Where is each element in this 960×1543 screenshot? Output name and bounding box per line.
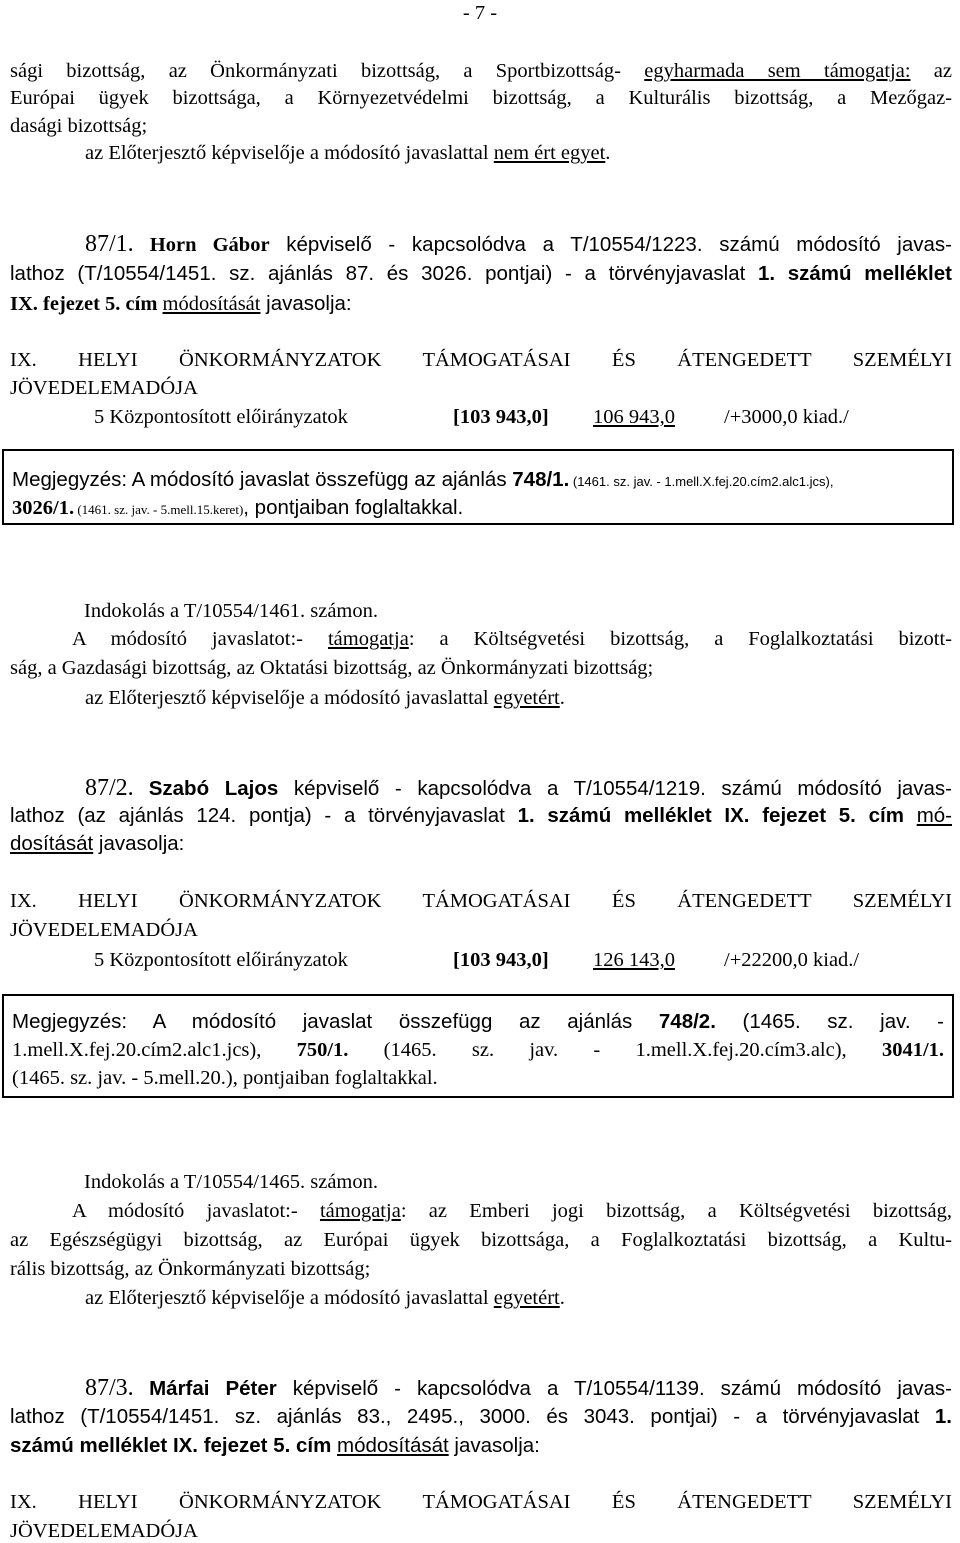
annex-ref: 1. számú melléklet	[757, 262, 952, 285]
budget-row-label: 5 Központosított előirányzatok	[94, 949, 348, 971]
vote-status: egyharmada sem támogatja:	[644, 60, 911, 82]
budget-row-diff: /+3000,0 kiad./	[724, 406, 849, 428]
modification-word: módosítását	[162, 293, 261, 315]
amendment-text: lathoz (T/10554/1451. sz. ajánlás 83., 2495., 3000. és 3043. pontjai) - a törvényjavaslat	[10, 1405, 935, 1428]
support-status: támogatja	[327, 628, 409, 650]
intro-line-2: Európai ügyek bizottsága, a Környezetvédelmi bizottság, a Kulturális bizottság, a Mezőgaz-	[10, 87, 952, 109]
reasoning: Indokolás a T/10554/1461. számon.	[84, 600, 378, 622]
chapter-heading: IX. HELYI ÖNKORMÁNYZATOK TÁMOGATÁSAI ÉS ÁTENGEDETT SZEMÉLYI	[10, 890, 952, 912]
page-number: - 7 -	[462, 2, 498, 24]
note-detail: 1.mell.X.fej.20.cím2.alc1.jcs),	[12, 1039, 297, 1061]
amendment-text: lathoz (az ajánlás 124. pontja) - a törvényjavaslat	[10, 804, 518, 827]
note-ref: 748/1.	[512, 468, 570, 491]
representative-name: Szabó Lajos	[148, 777, 279, 800]
budget-row-diff: /+22200,0 kiad./	[724, 949, 860, 971]
amendment-text: képviselő - kapcsolódva a T/10554/1223. számú módosító javas-	[269, 233, 952, 256]
note-text: Megjegyzés: A módosító javaslat összefügg az ajánlás	[12, 1010, 659, 1033]
note-line-1	[12, 468, 833, 494]
modification-word: módosítását	[337, 1434, 449, 1457]
note-detail: (1461. sz. jav. - 1.mell.X.fej.20.cím2.alc1.jcs),	[569, 474, 834, 489]
chapter-ref: IX. fejezet 5. cím	[10, 293, 158, 315]
note-line-3: (1465. sz. jav. - 5.mell.20.), pontjaiban foglaltakkal.	[12, 1067, 438, 1089]
note-box-87-2	[2, 994, 954, 1098]
chapter-heading: IX. HELYI ÖNKORMÁNYZATOK TÁMOGATÁSAI ÉS ÁTENGEDETT SZEMÉLYI	[10, 349, 952, 371]
intro-line-3: dasági bizottság;	[10, 115, 148, 137]
proposer-opinion: nem ért egyet	[493, 142, 606, 164]
proposer-opinion: egyetért	[493, 687, 560, 709]
support-line-3	[85, 686, 565, 710]
modification-word: mó-	[916, 804, 952, 827]
intro-text: .	[605, 142, 611, 164]
note-ref: 750/1.	[296, 1039, 349, 1061]
support-line-3: rális bizottság, az Önkormányzati bizottság;	[10, 1258, 371, 1280]
chapter-ref: számú melléklet IX. fejezet 5. cím	[10, 1434, 332, 1457]
budget-row-old: [103 943,0]	[453, 406, 549, 428]
amendment-87-2-line-2	[10, 804, 952, 828]
amendment-text: lathoz (T/10554/1451. sz. ajánlás 87. és 3026. pontjai) - a törvényjavaslat	[10, 262, 758, 285]
note-text: Megjegyzés: A módosító javaslat összefügg az ajánlás	[12, 468, 513, 491]
proposer-opinion: egyetért	[493, 1287, 560, 1309]
support-status: támogatja	[319, 1200, 401, 1222]
note-detail: (1465. sz. jav. - 1.mell.X.fej.20.cím3.alc),	[348, 1039, 882, 1061]
representative-name: Horn Gábor	[149, 234, 270, 256]
amendment-87-2-line-3	[10, 832, 184, 856]
budget-row-new: 106 943,0	[593, 406, 675, 428]
reasoning: Indokolás a T/10554/1465. számon.	[84, 1171, 378, 1193]
support-text: A módosító javaslatot:-	[72, 628, 328, 650]
support-line-2: az Egészségügyi bizottság, az Európai ügyek bizottsága, a Foglalkoztatási bizottság, a Kultu-	[10, 1229, 952, 1251]
amendment-87-2-line-1	[85, 776, 952, 801]
amendment-87-1-line-1	[85, 232, 952, 257]
support-line-1	[72, 627, 952, 651]
representative-name: Márfai Péter	[149, 1377, 277, 1400]
note-line-2	[12, 496, 463, 522]
budget-row-label: 5 Központosított előirányzatok	[94, 406, 348, 428]
chapter-heading: IX. HELYI ÖNKORMÁNYZATOK TÁMOGATÁSAI ÉS ÁTENGEDETT SZEMÉLYI	[10, 1491, 952, 1513]
note-detail: (1461. sz. jav. - 5.mell.15.keret)	[74, 502, 244, 517]
annex-ref: 1. számú melléklet IX. fejezet 5. cím	[517, 804, 904, 827]
chapter-heading-cont: JÖVEDELEMADÓJA	[10, 1520, 198, 1542]
amendment-text: képviselő - kapcsolódva a T/10554/1139. számú módosító javas-	[276, 1377, 953, 1400]
note-text: , pontjaiban foglaltakkal.	[243, 496, 464, 519]
note-detail: (1465. sz. jav. -	[715, 1010, 944, 1033]
intro-text: sági bizottság, az Önkormányzati bizottság, a Sportbizottság-	[10, 60, 645, 82]
intro-line-1	[10, 59, 952, 83]
chapter-heading-cont: JÖVEDELEMADÓJA	[10, 377, 198, 399]
support-line-4	[85, 1286, 565, 1310]
intro-text: az Előterjesztő képviselője a módosító javaslattal	[85, 142, 494, 164]
intro-line-4	[85, 141, 610, 165]
support-text: .	[559, 1287, 565, 1309]
budget-row-old: [103 943,0]	[453, 949, 549, 971]
support-line-1	[72, 1199, 952, 1223]
amendment-text: javasolja:	[93, 832, 185, 855]
amendment-text: javasolja:	[260, 292, 352, 315]
amendment-87-3-line-1	[85, 1376, 952, 1401]
modification-word: dosítását	[10, 832, 94, 855]
chapter-heading-cont: JÖVEDELEMADÓJA	[10, 919, 198, 941]
support-text: .	[559, 687, 565, 709]
note-line-2	[12, 1038, 944, 1062]
amendment-text: képviselő - kapcsolódva a T/10554/1219. számú módosító javas-	[278, 777, 953, 800]
budget-row-new: 126 143,0	[593, 949, 675, 971]
amendment-87-1-line-3	[10, 292, 352, 316]
amendment-number: 87/2.	[85, 775, 134, 801]
support-text: : a Költségvetési bizottság, a Foglalkoztatási bizott-	[408, 628, 952, 650]
amendment-number: 87/3.	[85, 1375, 134, 1401]
amendment-number: 87/1.	[85, 231, 134, 257]
amendment-87-3-line-3	[10, 1434, 540, 1458]
support-text: A módosító javaslatot:-	[72, 1200, 320, 1222]
note-ref: 3026/1.	[12, 497, 75, 519]
support-text: az Előterjesztő képviselője a módosító javaslattal	[85, 687, 494, 709]
note-ref: 748/2.	[658, 1010, 716, 1033]
note-box-87-1	[2, 449, 954, 525]
support-line-2: ság, a Gazdasági bizottság, az Oktatási bizottság, az Önkormányzati bizottság;	[10, 657, 654, 679]
note-ref: 3041/1.	[881, 1039, 945, 1061]
note-line-1	[12, 1010, 944, 1034]
support-text: az Előterjesztő képviselője a módosító javaslattal	[85, 1287, 494, 1309]
support-text: : az Emberi jogi bizottság, a Költségvetési bizottság,	[400, 1200, 952, 1222]
amendment-87-3-line-2	[10, 1405, 952, 1429]
amendment-text: javasolja:	[448, 1434, 540, 1457]
space	[904, 804, 917, 827]
annex-ref: 1.	[934, 1405, 952, 1428]
intro-text: az	[910, 60, 952, 82]
amendment-87-1-line-2	[10, 262, 952, 286]
